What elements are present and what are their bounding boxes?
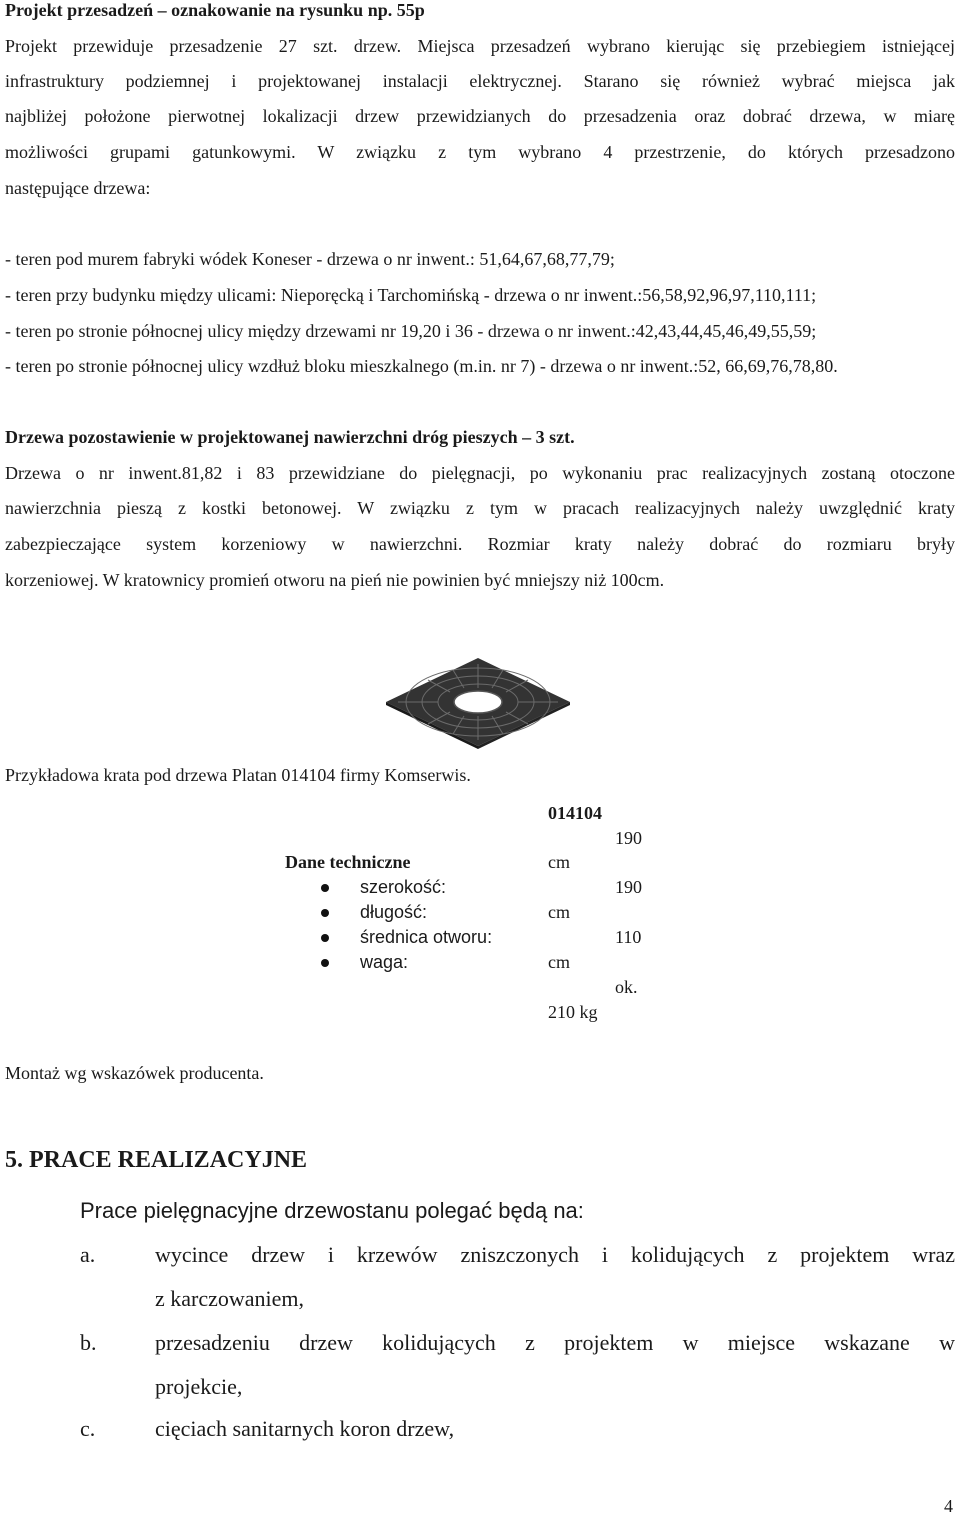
paragraph-line: Projekt przewiduje przesadzenie 27 szt. drzew. Miejsca przesadzeń wybrano kierując się przebiegiem istniejącej [5,36,955,56]
section-intro: Prace pielęgnacyjne drzewostanu polegać będą na: [80,1198,584,1223]
tech-value: cm [548,952,570,972]
page-number: 4 [944,1496,953,1516]
list-item: - teren po stronie północnej ulicy wzdłuż bloku mieszkalnego (m.in. nr 7) - drzewa o nr inwent.:52, 66,69,76,78,80. [5,356,838,376]
list-item: - teren przy budynku między ulicami: Nieporęcką i Tarchomińską - drzewa o nr inwent.:56,58,92,96,97,110,111; [5,285,817,305]
tech-label: waga: [360,952,409,972]
section-heading: Projekt przesadzeń – oznakowanie na rysunku np. 55p [5,0,425,20]
list-item: - teren po stronie północnej ulicy między drzewami nr 19,20 i 36 - drzewa o nr inwent.:42,43,44,45,46,49,55,59; [5,321,817,341]
paragraph-line: infrastruktury podziemnej i projektowanej instalacji elektrycznej. Starano się również wybrać miejsca jak [5,71,955,91]
tech-value: 110 [615,927,642,947]
list-item-text: wycince drzew i krzewów zniszczonych i kolidujących z projektem wraz [155,1242,955,1267]
tech-value: 190 [615,828,642,848]
tech-value: 190 [615,877,642,897]
bullet-icon [321,884,329,892]
paragraph-line: Drzewa o nr inwent.81,82 i 83 przewidziane do pielęgnacji, po wykonaniu prac realizacyjnych zostaną otoczone [5,463,955,483]
list-item: - teren pod murem fabryki wódek Koneser - drzewa o nr inwent.: 51,64,67,68,77,79; [5,249,615,269]
tech-value: 210 kg [548,1002,598,1022]
bullet-icon [321,909,329,917]
tech-label: średnica otworu: [360,927,493,947]
image-caption: Przykładowa krata pod drzewa Platan 014104 firmy Komserwis. [5,765,471,785]
mount-note: Montaż wg wskazówek producenta. [5,1063,264,1083]
paragraph-line: korzeniowej. W kratownicy promień otworu na pień nie powinien być mniejszy niż 100cm. [5,570,665,590]
paragraph-line: nawierzchnia pieszą z kostki betonowej. W związku z tym w pracach realizacyjnych należy uwzględnić kraty [5,498,955,518]
list-item-text: przesadzeniu drzew kolidujących z projektem w miejsce wskazane w [155,1330,955,1355]
section-heading: Drzewa pozostawienie w projektowanej nawierzchni dróg pieszych – 3 szt. [5,427,575,447]
paragraph-line: możliwości grupami gatunkowymi. W związku z tym wybrano 4 przestrzenie, do których przesadzono [5,142,955,162]
list-letter: b. [80,1330,97,1355]
paragraph-line: najbliżej położone pierwotnej lokalizacji drzew przewidzianych do przesadzenia oraz dobrać drzewa, w miarę [5,106,955,126]
chapter-heading: 5. PRACE REALIZACYJNE [5,1147,308,1173]
tech-label: szerokość: [360,877,447,897]
list-letter: c. [80,1416,96,1441]
tech-value: cm [548,902,570,922]
tech-value: cm [548,852,570,872]
bullet-icon [321,934,329,942]
list-item-text: cięciach sanitarnych koron drzew, [155,1416,455,1441]
model-number: 014104 [548,803,602,823]
tech-value: ok. [615,977,638,997]
tree-grate-image [378,650,578,750]
tech-title: Dane techniczne [285,852,411,872]
list-item-text: z karczowaniem, [155,1286,305,1311]
tech-label: długość: [360,902,428,922]
paragraph-line: zabezpieczające system korzeniowy w nawierzchni. Rozmiar kraty należy dobrać do rozmiaru bryły [5,534,955,554]
bullet-icon [321,959,329,967]
paragraph-line: następujące drzewa: [5,178,151,198]
list-item-text: projekcie, [155,1374,243,1399]
list-letter: a. [80,1242,96,1267]
